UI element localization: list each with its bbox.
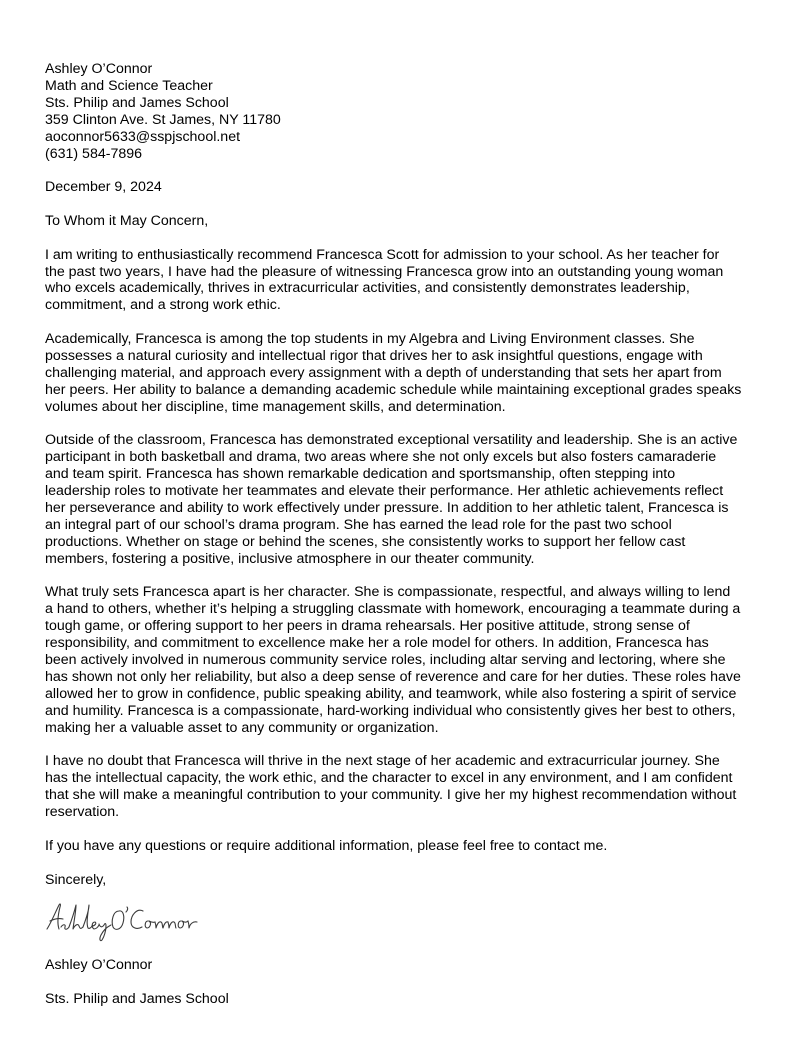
paragraph-5	[45, 753, 780, 821]
paragraph-line: who excels academically, thrives in extracurricular activities, and consistently demonstrates leadership,	[45, 280, 690, 297]
handwritten-signature	[45, 899, 215, 943]
salutation: To Whom it May Concern,	[45, 212, 209, 229]
letter	[45, 61, 780, 1008]
paragraph-line: Outside of the classroom, Francesca has demonstrated exceptional versatility and leadership. She is an active	[45, 432, 738, 449]
sender-email: aoconnor5633@sspjschool.net	[45, 128, 241, 145]
paragraph-line: been actively involved in numerous community service roles, including altar serving and lectoring, where she	[45, 652, 726, 669]
paragraph-line: volumes about her discipline, time management skills, and determination.	[45, 398, 506, 415]
paragraph-line: participant in both basketball and drama, two areas where she not only excels but also fosters camaraderie	[45, 449, 717, 466]
paragraph-line: and team spirit. Francesca has shown remarkable dedication and sportsmanship, often stepping into	[45, 466, 676, 483]
closing: Sincerely,	[45, 871, 107, 888]
paragraph-3	[45, 432, 780, 567]
sender-school: Sts. Philip and James School	[45, 94, 229, 111]
sender-block	[45, 61, 780, 162]
paragraph-line: If you have any questions or require additional information, please feel free to contact me.	[45, 837, 608, 854]
paragraph-line: I am writing to enthusiastically recommend Francesca Scott for admission to your school. As her teacher for	[45, 246, 720, 263]
paragraph-line: making her a valuable asset to any community or organization.	[45, 719, 439, 736]
paragraph-line: reservation.	[45, 804, 120, 821]
paragraph-line: a hand to others, whether it’s helping a struggling classmate with homework, encouraging a teammate during a	[45, 601, 741, 618]
paragraph-line: Academically, Francesca is among the top students in my Algebra and Living Environment classes. She	[45, 331, 695, 348]
paragraph-line: has shown not only her reliability, but also a deep sense of reverence and care for her duties. These roles have	[45, 668, 741, 685]
sender-phone: (631) 584-7896	[45, 145, 143, 162]
paragraph-4	[45, 584, 780, 736]
sender-name: Ashley O’Connor	[45, 61, 153, 77]
sender-title: Math and Science Teacher	[45, 77, 213, 94]
letter-date: December 9, 2024	[45, 179, 162, 196]
paragraph-line: I have no doubt that Francesca will thrive in the next stage of her academic and extracurricular journey. She	[45, 753, 720, 770]
paragraph-line: commitment, and a strong work ethic.	[45, 297, 281, 314]
paragraph-line: What truly sets Francesca apart is her character. She is compassionate, respectful, and always willing to lend	[45, 584, 731, 601]
paragraph-line: leadership roles to motivate her teammates and elevate their performance. Her athletic achievements reflect	[45, 483, 724, 500]
paragraph-1	[45, 247, 780, 315]
paragraph-line: members, fostering a positive, inclusive atmosphere in our theater community.	[45, 550, 535, 567]
paragraph-line: the past two years, I have had the pleasure of witnessing Francesca grow into an outstanding young woman	[45, 263, 724, 280]
paragraph-line: an integral part of our school’s drama program. She has earned the lead role for the past two school	[45, 516, 672, 533]
paragraph-line: possesses a natural curiosity and intellectual rigor that drives her to ask insightful questions, engage with	[45, 347, 703, 364]
paragraph-line: that she will make a meaningful contribution to your community. I give her my highest recommendation without	[45, 787, 737, 804]
paragraph-line: responsibility, and commitment to excellence make her a role model for others. In addition, Francesca has	[45, 635, 709, 652]
paragraph-line: tough game, or offering support to her peers in drama rehearsals. Her positive attitude, strong sense of	[45, 618, 690, 635]
sender-address: 359 Clinton Ave. St James, NY 11780	[45, 111, 281, 128]
paragraph-2	[45, 331, 780, 416]
paragraph-line: productions. Whether on stage or behind the scenes, she consistently works to support her fellow cast	[45, 533, 686, 550]
paragraph-line: her peers. Her ability to balance a demanding academic schedule while maintaining exceptional grades speaks	[45, 381, 742, 398]
paragraph-line: allowed her to grow in confidence, public speaking ability, and teamwork, while also fostering a spirit of service	[45, 685, 737, 702]
signoff-school: Sts. Philip and James School	[45, 991, 229, 1008]
paragraph-line: has the intellectual capacity, the work ethic, and the character to excel in any environment, and I am confident	[45, 770, 733, 787]
paragraph-line: and humility. Francesca is a compassionate, hard-working individual who consistently gives her best to others,	[45, 702, 736, 719]
signature-drawing	[45, 899, 215, 943]
paragraph-line: challenging material, and approach every assignment with a depth of understanding that sets her apart from	[45, 364, 722, 381]
paragraph-line: her perseverance and ability to work effectively under pressure. In addition to her athletic talent, Francesca is	[45, 500, 729, 517]
signoff-name: Ashley O’Connor	[45, 957, 153, 974]
paragraph-6	[45, 838, 780, 855]
